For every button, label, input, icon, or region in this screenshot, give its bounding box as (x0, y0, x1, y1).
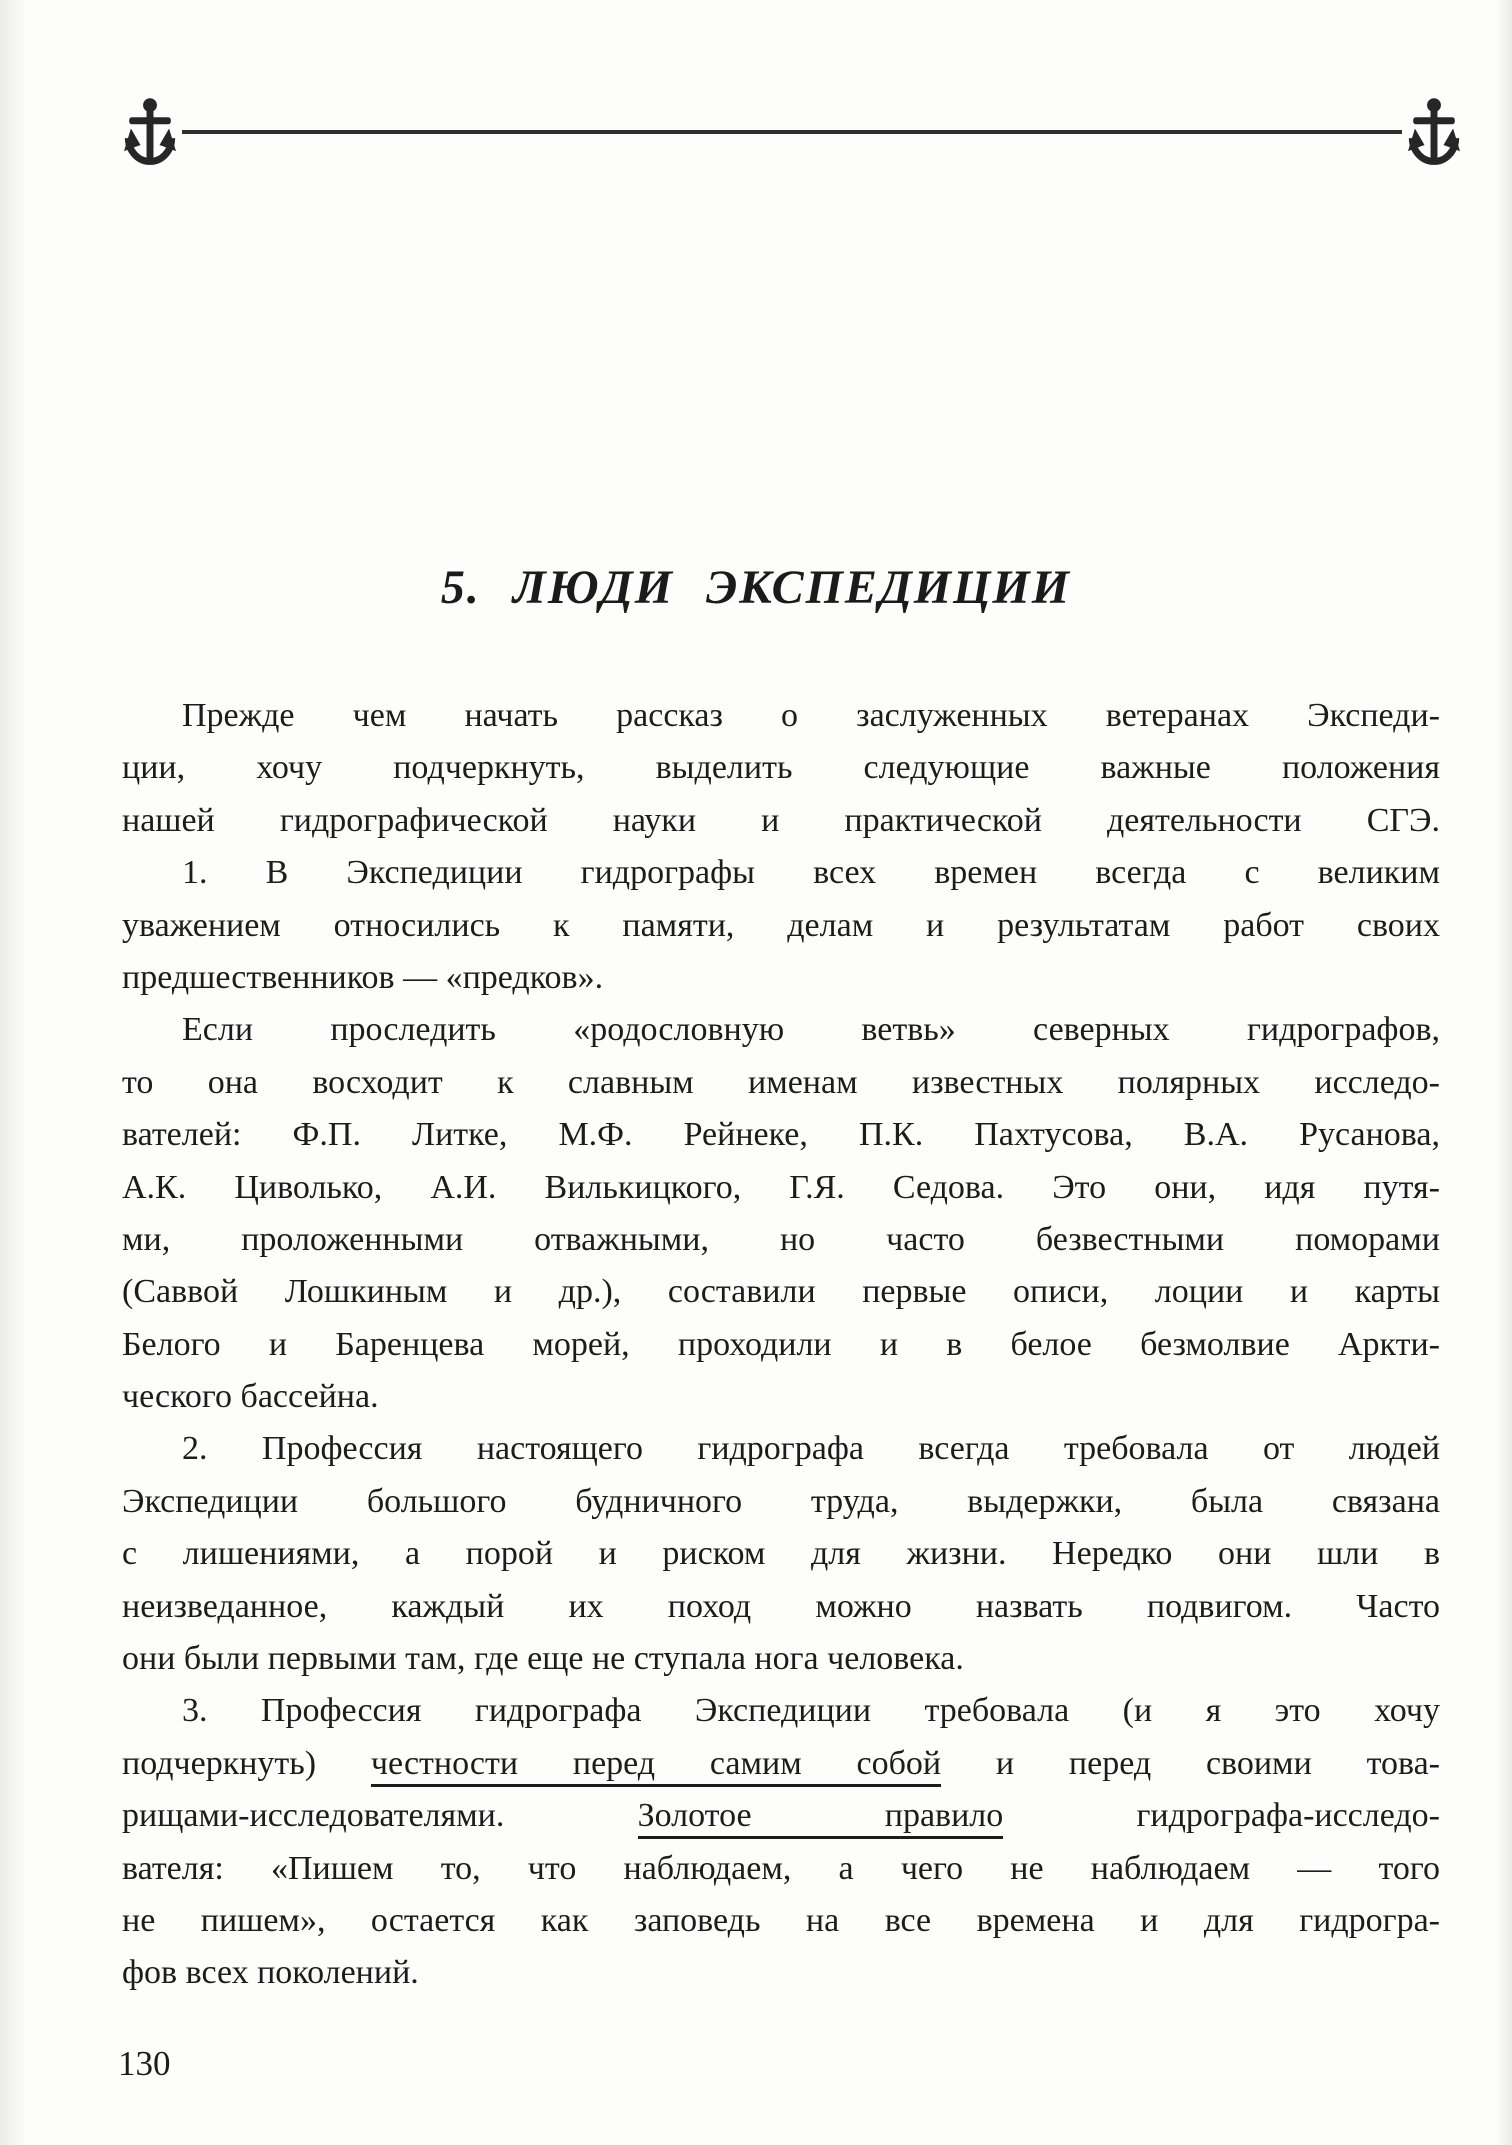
text-segment: и перед своими това- (941, 1744, 1440, 1782)
chapter-header-rule (124, 92, 1460, 172)
text-line (122, 952, 1440, 1004)
text-segment: 2. Профессия настоящего гидрографа всегда требовала от людей (182, 1430, 1440, 1468)
text-line (122, 795, 1440, 847)
text-segment: фов всех поколений. (122, 1954, 419, 1992)
text-line (122, 1528, 1440, 1580)
text-segment: Белого и Баренцева морей, проходили и в белое безмолвие Аркти- (122, 1325, 1440, 1363)
text-segment: ции, хочу подчеркнуть, выделить следующие важные положения (122, 749, 1440, 787)
text-line (122, 1162, 1440, 1214)
text-line (122, 1790, 1440, 1842)
text-segment: уважением относились к памяти, делам и результатам работ своих (122, 906, 1440, 944)
text-segment: не пишем», остается как заповедь на все времена и для гидрогра- (122, 1901, 1440, 1939)
text-segment: (Саввой Лошкиным и др.), составили первые описи, лоции и карты (122, 1273, 1440, 1311)
text-line (122, 1581, 1440, 1633)
text-line (122, 847, 1440, 899)
text-line (122, 1633, 1440, 1685)
text-line (122, 1843, 1440, 1895)
text-segment: рищами-исследователями. (122, 1797, 638, 1835)
text-segment: Если проследить «родословную ветвь» северных гидрографов, (182, 1011, 1440, 1049)
text-line (122, 1476, 1440, 1528)
text-segment: неизведанное, каждый их поход можно назвать подвигом. Часто (122, 1587, 1440, 1625)
text-segment: то она восходит к славным именам известных полярных исследо- (122, 1063, 1440, 1101)
text-line (122, 1371, 1440, 1423)
text-segment: вателей: Ф.П. Литке, М.Ф. Рейнеке, П.К. Пахтусова, В.А. Русанова, (122, 1116, 1440, 1154)
text-segment: подчеркнуть) (122, 1744, 371, 1782)
chapter-title: 5. ЛЮДИ ЭКСПЕДИЦИИ (440, 561, 1072, 614)
header-rule-line (182, 130, 1402, 134)
text-segment: с лишениями, а порой и риском для жизни. Нередко они шли в (122, 1535, 1440, 1573)
text-line (122, 1214, 1440, 1266)
text-segment: А.К. Циволько, А.И. Вилькицкого, Г.Я. Седова. Это они, идя путя- (122, 1168, 1440, 1206)
text-line (122, 1109, 1440, 1161)
text-line (122, 1738, 1440, 1790)
text-segment: предшественников — «предков». (122, 958, 604, 996)
text-segment: ми, проложенными отважными, но часто безвестными поморами (122, 1220, 1440, 1258)
text-line (122, 900, 1440, 952)
text-line (122, 1947, 1440, 1999)
text-segment: вателя: «Пишем то, что наблюдаем, а чего не наблюдаем — того (122, 1849, 1440, 1887)
underlined-text: Золотое правило (638, 1797, 1004, 1839)
text-line (122, 1004, 1440, 1056)
text-line (122, 1057, 1440, 1109)
text-segment: Экспедиции большого будничного труда, выдержки, была связана (122, 1482, 1440, 1520)
text-segment: они были первыми там, где еще не ступала нога человека. (122, 1640, 964, 1678)
anchor-icon (124, 92, 176, 172)
text-segment: ческого бассейна. (122, 1378, 379, 1416)
anchor-icon (1408, 92, 1460, 172)
text-line (122, 690, 1440, 742)
text-segment: нашей гидрографической науки и практической деятельности СГЭ. (122, 801, 1440, 839)
text-line (122, 1895, 1440, 1947)
text-line (122, 742, 1440, 794)
text-line (122, 1423, 1440, 1475)
text-segment: 1. В Экспедиции гидрографы всех времен всегда с великим (182, 854, 1440, 892)
body-text (122, 690, 1440, 2000)
text-segment: 3. Профессия гидрографа Экспедиции требовала (и я это хочу (182, 1692, 1440, 1730)
page-number: 130 (118, 2044, 171, 2083)
text-segment: гидрографа-исследо- (1003, 1797, 1440, 1835)
text-line (122, 1266, 1440, 1318)
text-line (122, 1319, 1440, 1371)
underlined-text: честности перед самим собой (371, 1745, 941, 1787)
text-segment: Прежде чем начать рассказ о заслуженных ветеранах Экспеди- (182, 697, 1440, 734)
text-line (122, 1685, 1440, 1737)
